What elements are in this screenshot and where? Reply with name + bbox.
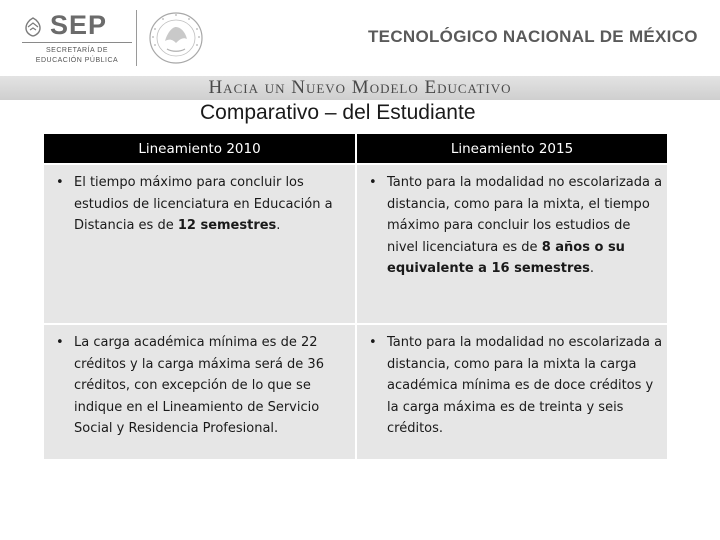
- cell-text: La carga académica mínima es de 22 créditos y la carga máxima será de 36 créditos, con excepción de lo que se indique en el Lineamiento de Servicio Social y Residencia Profesional.: [74, 335, 324, 436]
- bullet-icon: •: [369, 335, 377, 350]
- cell-2015-duration: [357, 163, 667, 323]
- sep-logo-block: [22, 10, 132, 68]
- column-header-2010: Lineamiento 2010: [44, 134, 355, 163]
- cell-2015-credits: [357, 323, 667, 459]
- table-header-row: [44, 134, 667, 163]
- header: [0, 0, 720, 76]
- cell-text: El tiempo máximo para concluir los estudios de licenciatura en Educación a Distancia es de 12 semestres.: [74, 175, 333, 233]
- column-header-2015: Lineamiento 2015: [357, 134, 667, 163]
- sep-rule: [22, 42, 132, 43]
- sep-subtitle-2: EDUCACIÓN PÚBLICA: [35, 57, 119, 64]
- bullet-icon: •: [56, 335, 64, 350]
- institution-name: TECNOLÓGICO NACIONAL DE MÉXICO: [368, 27, 698, 46]
- bullet-icon: •: [56, 175, 64, 190]
- comparison-table: [42, 134, 669, 459]
- national-seal-icon: [143, 9, 209, 67]
- slogan-band: [0, 76, 720, 100]
- eagle-icon: [22, 16, 44, 38]
- cell-2010-credits: [44, 323, 355, 459]
- table-row: [44, 163, 667, 323]
- cell-2010-duration: [44, 163, 355, 323]
- cell-text: Tanto para la modalidad no escolarizada a distancia, como para la mixta la carga académica mínima es de doce créditos y la carga máxima es de treinta y seis créditos.: [387, 335, 663, 436]
- bullet-icon: •: [369, 175, 377, 190]
- table-row: [44, 323, 667, 459]
- page-title: Comparativo – del Estudiante: [200, 101, 476, 124]
- slogan-text: Hacia un Nuevo Modelo Educativo: [208, 77, 512, 98]
- sep-subtitle-1: SECRETARÍA DE: [46, 47, 108, 54]
- cell-text: Tanto para la modalidad no escolarizada a distancia, como para la mixta, el tiempo máximo para concluir los estudios de nivel licenciatura es de 8 años o su equivalente a 16 semestres.: [387, 175, 663, 276]
- logo-divider: [136, 10, 137, 66]
- sep-logo-text: SEP: [50, 10, 108, 40]
